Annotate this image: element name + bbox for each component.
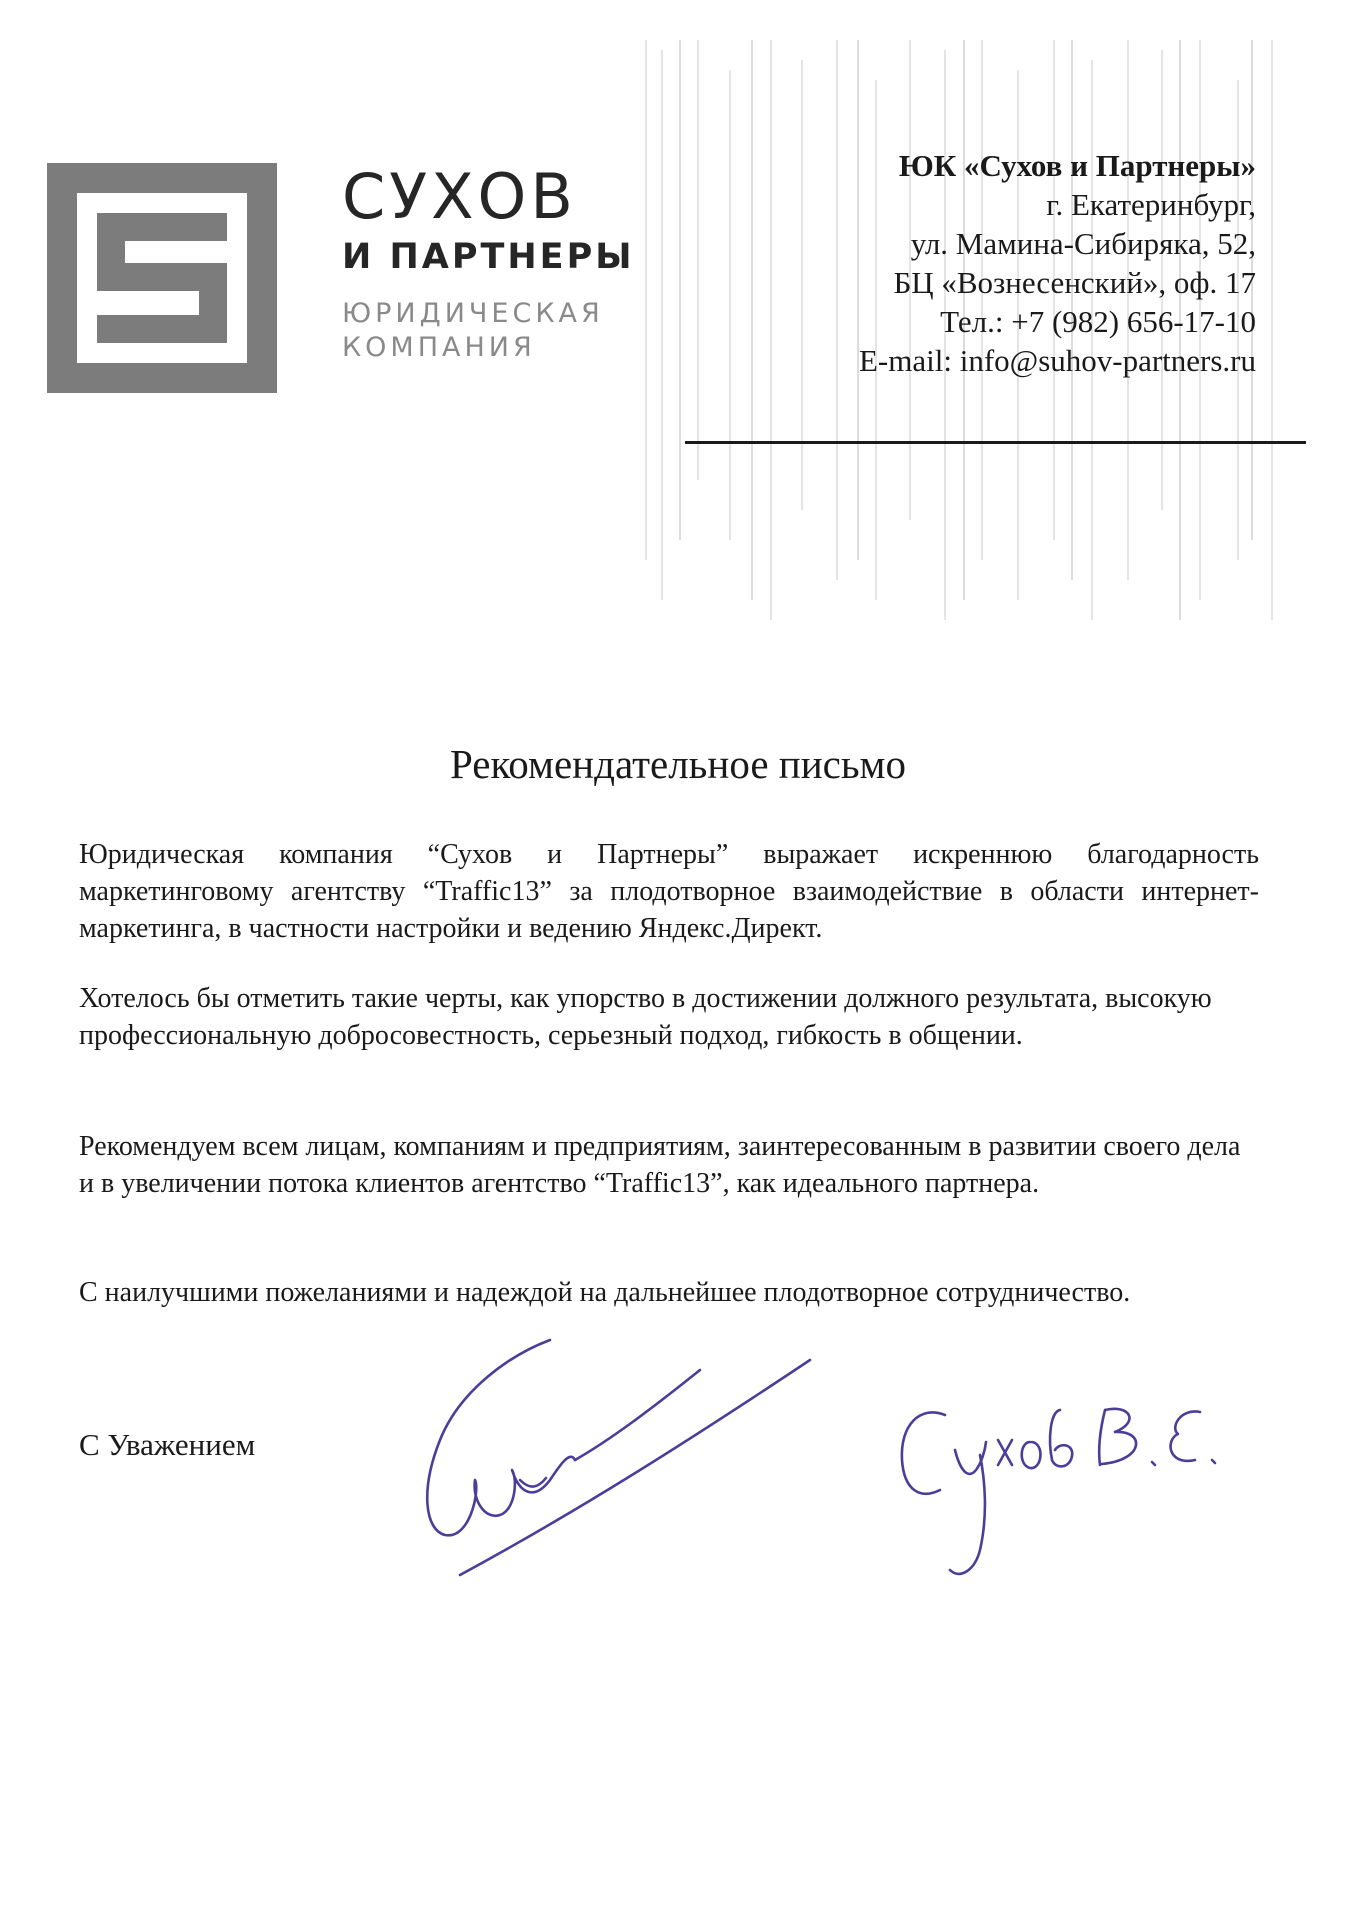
handwritten-signature bbox=[400, 1330, 1220, 1590]
logo-tagline-line2: КОМПАНИЯ bbox=[342, 332, 536, 363]
contact-company: ЮК «Сухов и Партнеры» bbox=[898, 148, 1256, 183]
contact-block bbox=[859, 146, 1256, 380]
letter-paragraph-4: С наилучшими пожеланиями и надеждой на дальнейшее плодотворное сотрудничество. bbox=[79, 1277, 1131, 1308]
contact-email: E-mail: info@suhov-partners.ru bbox=[858, 343, 1256, 378]
contact-phone: Тел.: +7 (982) 656-17-10 bbox=[940, 304, 1256, 339]
letter-closing: С Уважением bbox=[79, 1427, 256, 1462]
letter-title: Рекомендательное письмо bbox=[450, 741, 906, 787]
company-logo-text bbox=[342, 160, 635, 365]
header-divider bbox=[685, 441, 1306, 444]
logo-name-line1: СУХОВ bbox=[342, 160, 577, 233]
contact-office: БЦ «Вознесенский», оф. 17 bbox=[893, 265, 1256, 300]
contact-city: г. Екатеринбург, bbox=[1046, 187, 1256, 222]
company-logo-icon bbox=[47, 163, 277, 393]
logo-name-line2: И ПАРТНЕРЫ bbox=[342, 237, 635, 277]
contact-street: ул. Мамина-Сибиряка, 52, bbox=[910, 226, 1256, 261]
logo-tagline-line1: ЮРИДИЧЕСКАЯ bbox=[342, 298, 604, 329]
letter-paragraph-3: Рекомендуем всем лицам, компаниям и предприятиям, заинтересованным в развитии своего дела и в увеличении потока клиентов агентство “Traffic13”, как идеального партнера. bbox=[79, 1131, 1241, 1199]
letter-paragraph-2: Хотелось бы отметить такие черты, как упорство в достижении должного результата, высокую профессиональную добросовестность, серьезный подход, гибкость в общении. bbox=[79, 983, 1212, 1051]
letter-paragraph-1: Юридическая компания “Сухов и Партнеры” выражает искреннюю благодарность маркетинговому агентству “Traffic13” за плодотворное взаимодействие в области интернет-маркетинга, в частности настройки и ведению Яндекс.Директ. bbox=[79, 839, 1259, 944]
